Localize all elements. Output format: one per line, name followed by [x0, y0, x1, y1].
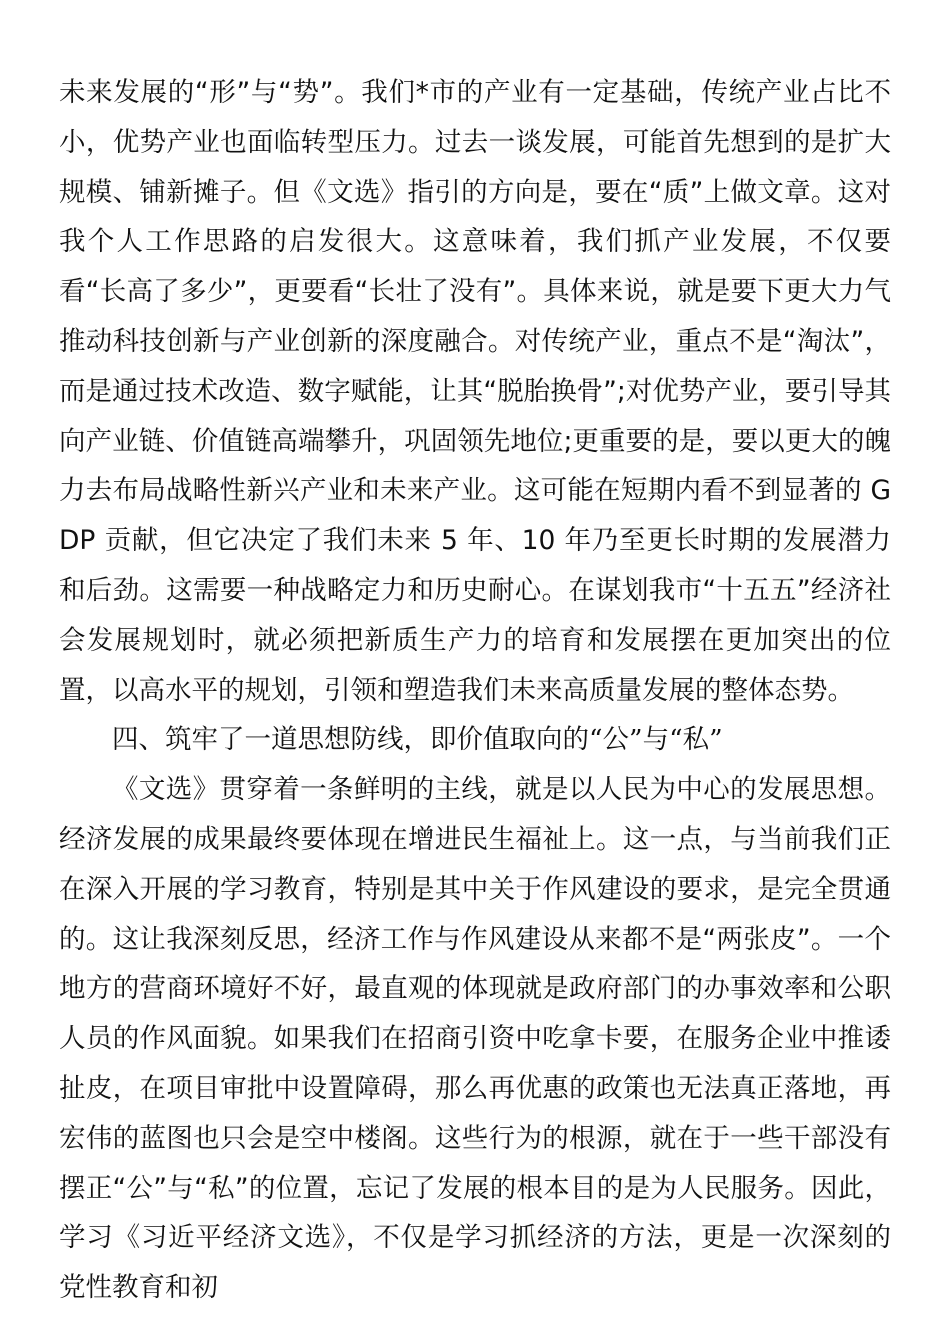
- section-heading: 四、筑牢了一道思想防线，即价值取向的“公”与“私”: [112, 724, 723, 756]
- document-page: [59, 68, 891, 1313]
- body-paragraph-continued: 未来发展的“形”与“势”。我们*市的产业有一定基础，传统产业占比不小，优势产业也面临转型压力。过去一谈发展，可能首先想到的是扩大规模、铺新摊子。但《文选》指引的方向是，要在“质”上做文章。这对我个人工作思路的启发很大。这意味着，我们抓产业发展，不仅要看“长高了多少”，更要看“长壮了没有”。具体来说，就是要下更大力气推动科技创新与产业创新的深度融合。对传统产业，重点不是“淘汰”，而是通过技术改造、数字赋能，让其“脱胎换骨”;对优势产业，要引导其向产业链、价值链高端攀升，巩固领先地位;更重要的是，要以更大的魄力去布局战略性新兴产业和未来产业。这可能在短期内看不到显著的 GDP 贡献，但它决定了我们未来 5 年、10 年乃至更长时期的发展潜力和后劲。这需要一种战略定力和历史耐心。在谋划我市“十五五”经济社会发展规划时，就必须把新质生产力的培育和发展摆在更加突出的位置，以高水平的规划，引领和塑造我们未来高质量发展的整体态势。: [59, 77, 891, 706]
- body-paragraph: 《文选》贯穿着一条鲜明的主线，就是以人民为中心的发展思想。经济发展的成果最终要体现在增进民生福祉上。这一点，与当前我们正在深入开展的学习教育，特别是其中关于作风建设的要求，是完全贯通的。这让我深刻反思，经济工作与作风建设从来都不是“两张皮”。一个地方的营商环境好不好，最直观的体现就是政府部门的办事效率和公职人员的作风面貌。如果我们在招商引资中吃拿卡要，在服务企业中推诿扯皮，在项目审批中设置障碍，那么再优惠的政策也无法真正落地，再宏伟的蓝图也只会是空中楼阁。这些行为的根源，就在于一些干部没有摆正“公”与“私”的位置，忘记了发展的根本目的是为人民服务。因此，学习《习近平经济文选》，不仅是学习抓经济的方法，更是一次深刻的党性教育和初: [59, 774, 891, 1304]
